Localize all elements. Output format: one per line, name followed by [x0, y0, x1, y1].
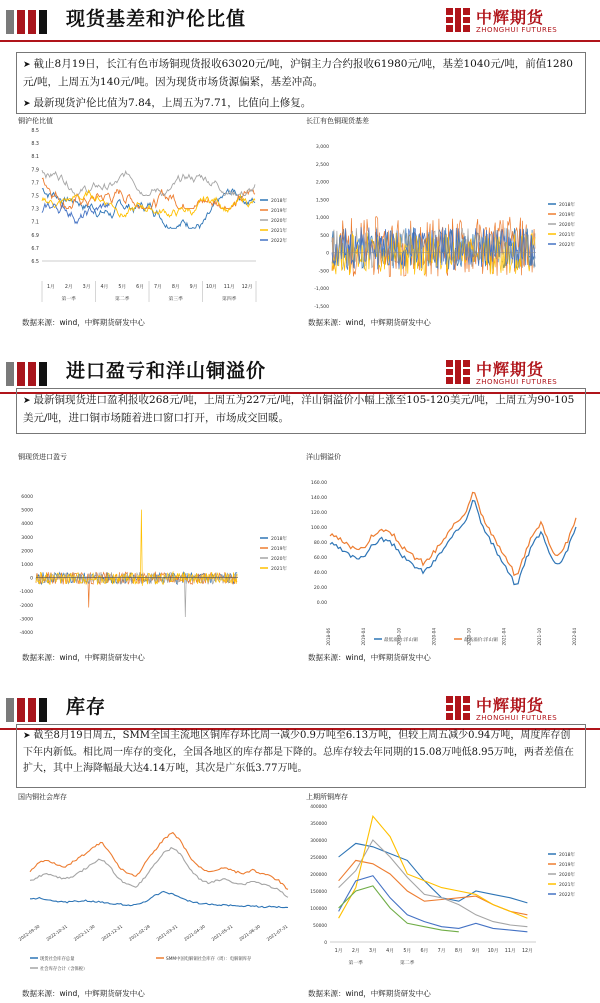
- brand-logo: [446, 694, 566, 726]
- series-line: [339, 886, 459, 932]
- series-line: [330, 501, 576, 585]
- legend-label: 2019年: [271, 209, 287, 214]
- section-title: 现货基差和沪伦比值: [66, 8, 247, 30]
- date-label: 2020-04: [431, 628, 437, 646]
- section-basis: [0, 0, 600, 335]
- date-label: 2019-04: [361, 628, 367, 646]
- month-label: 5月: [403, 949, 412, 954]
- tick-label: 140.00: [310, 496, 327, 501]
- tick-label: 6000: [21, 495, 33, 500]
- month-label: 8月: [454, 949, 463, 954]
- month-label: 5月: [118, 285, 127, 290]
- logo-en: ZHONGHUI FUTURES: [476, 26, 558, 34]
- tick-label: -1,500: [314, 305, 329, 310]
- date-label: 2022-11-30: [72, 923, 96, 942]
- logo-en: ZHONGHUI FUTURES: [476, 714, 558, 722]
- legend-label: 2021年: [559, 883, 575, 888]
- tick-label: 250000: [310, 856, 327, 861]
- date-label: 2022-12-31: [100, 923, 124, 942]
- tick-label: 0.00: [316, 601, 327, 606]
- month-label: 1月: [334, 949, 343, 954]
- section-title: 库存: [66, 696, 107, 718]
- month-label: 9月: [189, 285, 198, 290]
- month-label: 11月: [223, 285, 235, 290]
- source-note: 数据来源：wind，中辉期货研发中心: [308, 989, 431, 998]
- import-plot: [16, 452, 296, 648]
- tick-label: 4000: [21, 522, 33, 528]
- month-label: 7月: [153, 285, 162, 290]
- social-inv-plot: [16, 792, 296, 980]
- tick-label: -4000: [19, 631, 33, 636]
- legend-label: 2018年: [271, 537, 287, 542]
- logo-en: ZHONGHUI FUTURES: [476, 378, 558, 386]
- chart-social-inventory: [16, 792, 296, 980]
- tick-label: 120.00: [310, 511, 327, 516]
- series-line: [30, 892, 288, 908]
- tick-label: 0: [326, 251, 329, 257]
- tick-label: 0: [324, 941, 327, 946]
- tick-label: 50000: [313, 924, 327, 929]
- commentary-box: [16, 52, 586, 114]
- tick-label: 7.1: [31, 220, 39, 226]
- shfe-inv-plot: [304, 792, 584, 980]
- tick-label: 80.00: [313, 541, 327, 546]
- date-label: 2021-04: [501, 628, 507, 646]
- month-label: 4月: [386, 949, 395, 954]
- legend-label: 2020年: [271, 557, 287, 562]
- tick-label: 6.5: [31, 260, 39, 265]
- month-label: 10月: [487, 949, 499, 954]
- legend-label: 2018年: [559, 203, 575, 208]
- date-label: 2022-10-31: [45, 923, 69, 942]
- tick-label: 5000: [21, 508, 33, 514]
- legend-label: 2022年: [559, 893, 575, 898]
- tick-label: 1,000: [315, 216, 329, 222]
- legend-label: 2019年: [559, 863, 575, 868]
- tick-label: 60.00: [313, 556, 327, 561]
- tick-label: 500: [320, 233, 329, 239]
- quarter-label: 第一季: [61, 297, 76, 302]
- legend-label: 2019年: [559, 213, 575, 218]
- date-label: 2022-09-30: [17, 923, 41, 942]
- tick-label: 3,000: [315, 145, 329, 150]
- tick-label: 7.3: [31, 207, 39, 213]
- month-label: 4月: [100, 285, 109, 290]
- quarter-label: 第二季: [115, 297, 130, 302]
- tick-label: 40.00: [313, 571, 327, 576]
- tick-label: -3000: [19, 617, 33, 623]
- brand-logo: [446, 358, 566, 390]
- bullet: ➤ 截至8月19日周五，SMM全国主流地区铜库存环比周一减少0.9万吨至6.13万吨，但较上周五减少0.94万吨，周度库存创下年内新低。相比周一库存的变化，全国各地区的库存都是下降的。总库存较去年同期的15.08万吨低8.95万吨，两者差值在扩大，其中上海降幅最大达4.14万吨，其次是广东低3.77万吨。: [23, 730, 574, 774]
- legend-label: 2018年: [559, 853, 575, 858]
- date-label: 2018-06: [326, 628, 331, 646]
- date-label: 2021-03-31: [155, 923, 179, 942]
- section-title: 进口盈亏和洋山铜溢价: [66, 360, 267, 382]
- bullet: ➤ 截止8月19日，长江有色市场铜现货报收63020元/吨，沪铜主力合约报收61980元/吨，基差1040元/吨，前值1280元/吨，上周五为140元/吨。因为现货市场货源偏紧，基差冲高。: [23, 58, 573, 88]
- quarter-label: 第一季: [348, 961, 363, 966]
- legend-label: 2020年: [559, 223, 575, 228]
- chart-title: 上期所铜库存: [306, 793, 348, 801]
- tick-label: 6.9: [31, 233, 39, 239]
- tick-label: -2000: [19, 603, 33, 609]
- legend-label: 2022年: [559, 243, 575, 248]
- tick-label: 0: [30, 576, 33, 582]
- tick-label: 7.5: [31, 194, 39, 200]
- chart-spot-basis: [304, 116, 584, 312]
- legend-label: 最低溢价:洋山铜: [384, 638, 418, 643]
- month-label: 3月: [82, 285, 91, 290]
- tick-label: 1000: [21, 563, 33, 568]
- chart-shfe-inventory: [304, 792, 584, 980]
- legend-label: 2018年: [271, 199, 287, 204]
- series-line: [42, 170, 255, 195]
- logo-mark-icon: [446, 360, 470, 384]
- quarter-label: 第四季: [222, 297, 237, 302]
- section-inventory: [0, 688, 600, 1003]
- series-line: [339, 840, 528, 927]
- premium-plot: [304, 452, 584, 648]
- legend-label: 最高溢价:洋山铜: [464, 638, 498, 643]
- tick-label: 8.1: [31, 155, 39, 161]
- chart-lme-ratio: [16, 116, 296, 312]
- legend-label: 2022年: [271, 239, 287, 244]
- source-note: 数据来源：wind，中辉期货研发中心: [308, 318, 431, 327]
- series-line: [339, 816, 528, 918]
- logo-cn: 中辉期货: [476, 696, 545, 715]
- legend-label: 现货社会库存总量: [40, 957, 75, 962]
- series-line: [339, 843, 528, 903]
- tick-label: 20.00: [313, 586, 327, 591]
- tick-label: 2,000: [315, 180, 329, 186]
- basis-plot: [304, 116, 584, 312]
- series-line: [30, 833, 288, 890]
- date-label: 2021-04-30: [183, 923, 206, 942]
- chart-title: 铜沪伦比值: [18, 117, 53, 125]
- tick-label: 400000: [310, 805, 327, 810]
- legend-label: 社会库存合计（含保税）: [40, 967, 88, 972]
- legend-label: 2021年: [271, 567, 287, 572]
- tick-label: 150000: [310, 890, 327, 895]
- tick-label: 100.00: [310, 526, 327, 531]
- month-label: 11月: [504, 949, 516, 954]
- tick-label: 350000: [310, 822, 327, 827]
- month-label: 12月: [241, 285, 253, 290]
- tick-label: 100000: [310, 907, 327, 912]
- month-label: 9月: [471, 949, 480, 954]
- chart-title: 国内铜社会库存: [18, 793, 67, 801]
- chart-import-profit: [16, 452, 296, 648]
- month-label: 10月: [205, 285, 217, 290]
- section-header: [0, 0, 600, 42]
- month-label: 2月: [64, 285, 73, 290]
- date-label: 2022-04: [572, 628, 577, 646]
- tick-label: 6.7: [31, 246, 39, 252]
- date-label: 2021-02-28: [127, 923, 151, 942]
- date-label: 2021-05-31: [210, 923, 234, 942]
- month-label: 6月: [420, 949, 429, 954]
- chart-title: 铜现货进口盈亏: [18, 453, 67, 461]
- month-label: 8月: [171, 285, 180, 290]
- source-note: 数据来源：wind，中辉期货研发中心: [22, 318, 145, 327]
- date-label: 2019-10: [396, 628, 402, 646]
- tick-label: 2000: [21, 549, 33, 555]
- tick-label: 160.00: [310, 481, 327, 486]
- tick-label: 2,500: [315, 162, 329, 168]
- tick-label: 1,500: [315, 198, 329, 204]
- source-note: 数据来源：wind，中辉期货研发中心: [22, 989, 145, 998]
- chart-yangshan-premium: [304, 452, 584, 648]
- series-line: [42, 203, 109, 223]
- logo-cn: 中辉期货: [476, 360, 545, 379]
- quarter-label: 第三季: [168, 297, 183, 302]
- month-label: 12月: [521, 949, 533, 954]
- tick-label: -1,000: [314, 287, 329, 293]
- tick-label: 200000: [310, 873, 327, 878]
- bullet: ➤ 最新现货沪伦比值为7.84，上周五为7.71，比值向上修复。: [23, 97, 312, 109]
- chart-title: 长江有色铜现货基差: [306, 117, 369, 125]
- commentary-box: [16, 724, 586, 788]
- tick-label: 8.3: [31, 142, 39, 148]
- section-import: [0, 352, 600, 672]
- legend-label: 2021年: [271, 229, 287, 234]
- date-label: 2021-06-30: [238, 923, 262, 942]
- tick-label: 3000: [21, 535, 33, 541]
- tick-label: -500: [318, 269, 329, 275]
- legend-label: 2019年: [271, 547, 287, 552]
- brand-logo: [446, 6, 566, 38]
- month-label: 2月: [351, 949, 360, 954]
- tick-label: -1000: [19, 590, 33, 596]
- series-line: [42, 190, 255, 217]
- quarter-label: 第二季: [400, 961, 415, 966]
- tick-label: 8.5: [31, 129, 39, 134]
- commentary-box: [16, 388, 586, 434]
- chart-title: 洋山铜溢价: [306, 453, 341, 461]
- legend-label: 2021年: [559, 233, 575, 238]
- date-label: 2020-10: [466, 628, 472, 646]
- tick-label: 7.9: [31, 168, 39, 174]
- logo-mark-icon: [446, 8, 470, 32]
- legend-label: 2020年: [559, 873, 575, 878]
- legend-label: SMM中国电解铜社会库存（周）：电解铜库存: [166, 957, 252, 962]
- tick-label: 300000: [310, 839, 327, 844]
- logo-mark-icon: [446, 696, 470, 720]
- source-note: 数据来源：wind，中辉期货研发中心: [308, 653, 431, 662]
- month-label: 3月: [368, 949, 377, 954]
- date-label: 2021-07-31: [265, 923, 289, 942]
- month-label: 7月: [437, 949, 446, 954]
- source-note: 数据来源：wind，中辉期货研发中心: [22, 653, 145, 662]
- logo-cn: 中辉期货: [476, 8, 545, 27]
- bullet: ➤ 最新铜现货进口盈利报收268元/吨，上周五为227元/吨，洋山铜溢价小幅上涨至105-120美元/吨，上周五为90-105美元/吨，进口铜市场随着进口窗口打开，市场成交回暖。: [23, 394, 575, 424]
- month-label: 6月: [136, 285, 145, 290]
- month-label: 1月: [46, 285, 55, 290]
- ratio-plot: [16, 116, 296, 312]
- tick-label: 7.7: [31, 181, 39, 187]
- date-label: 2021-10: [536, 628, 542, 646]
- legend-label: 2020年: [271, 219, 287, 224]
